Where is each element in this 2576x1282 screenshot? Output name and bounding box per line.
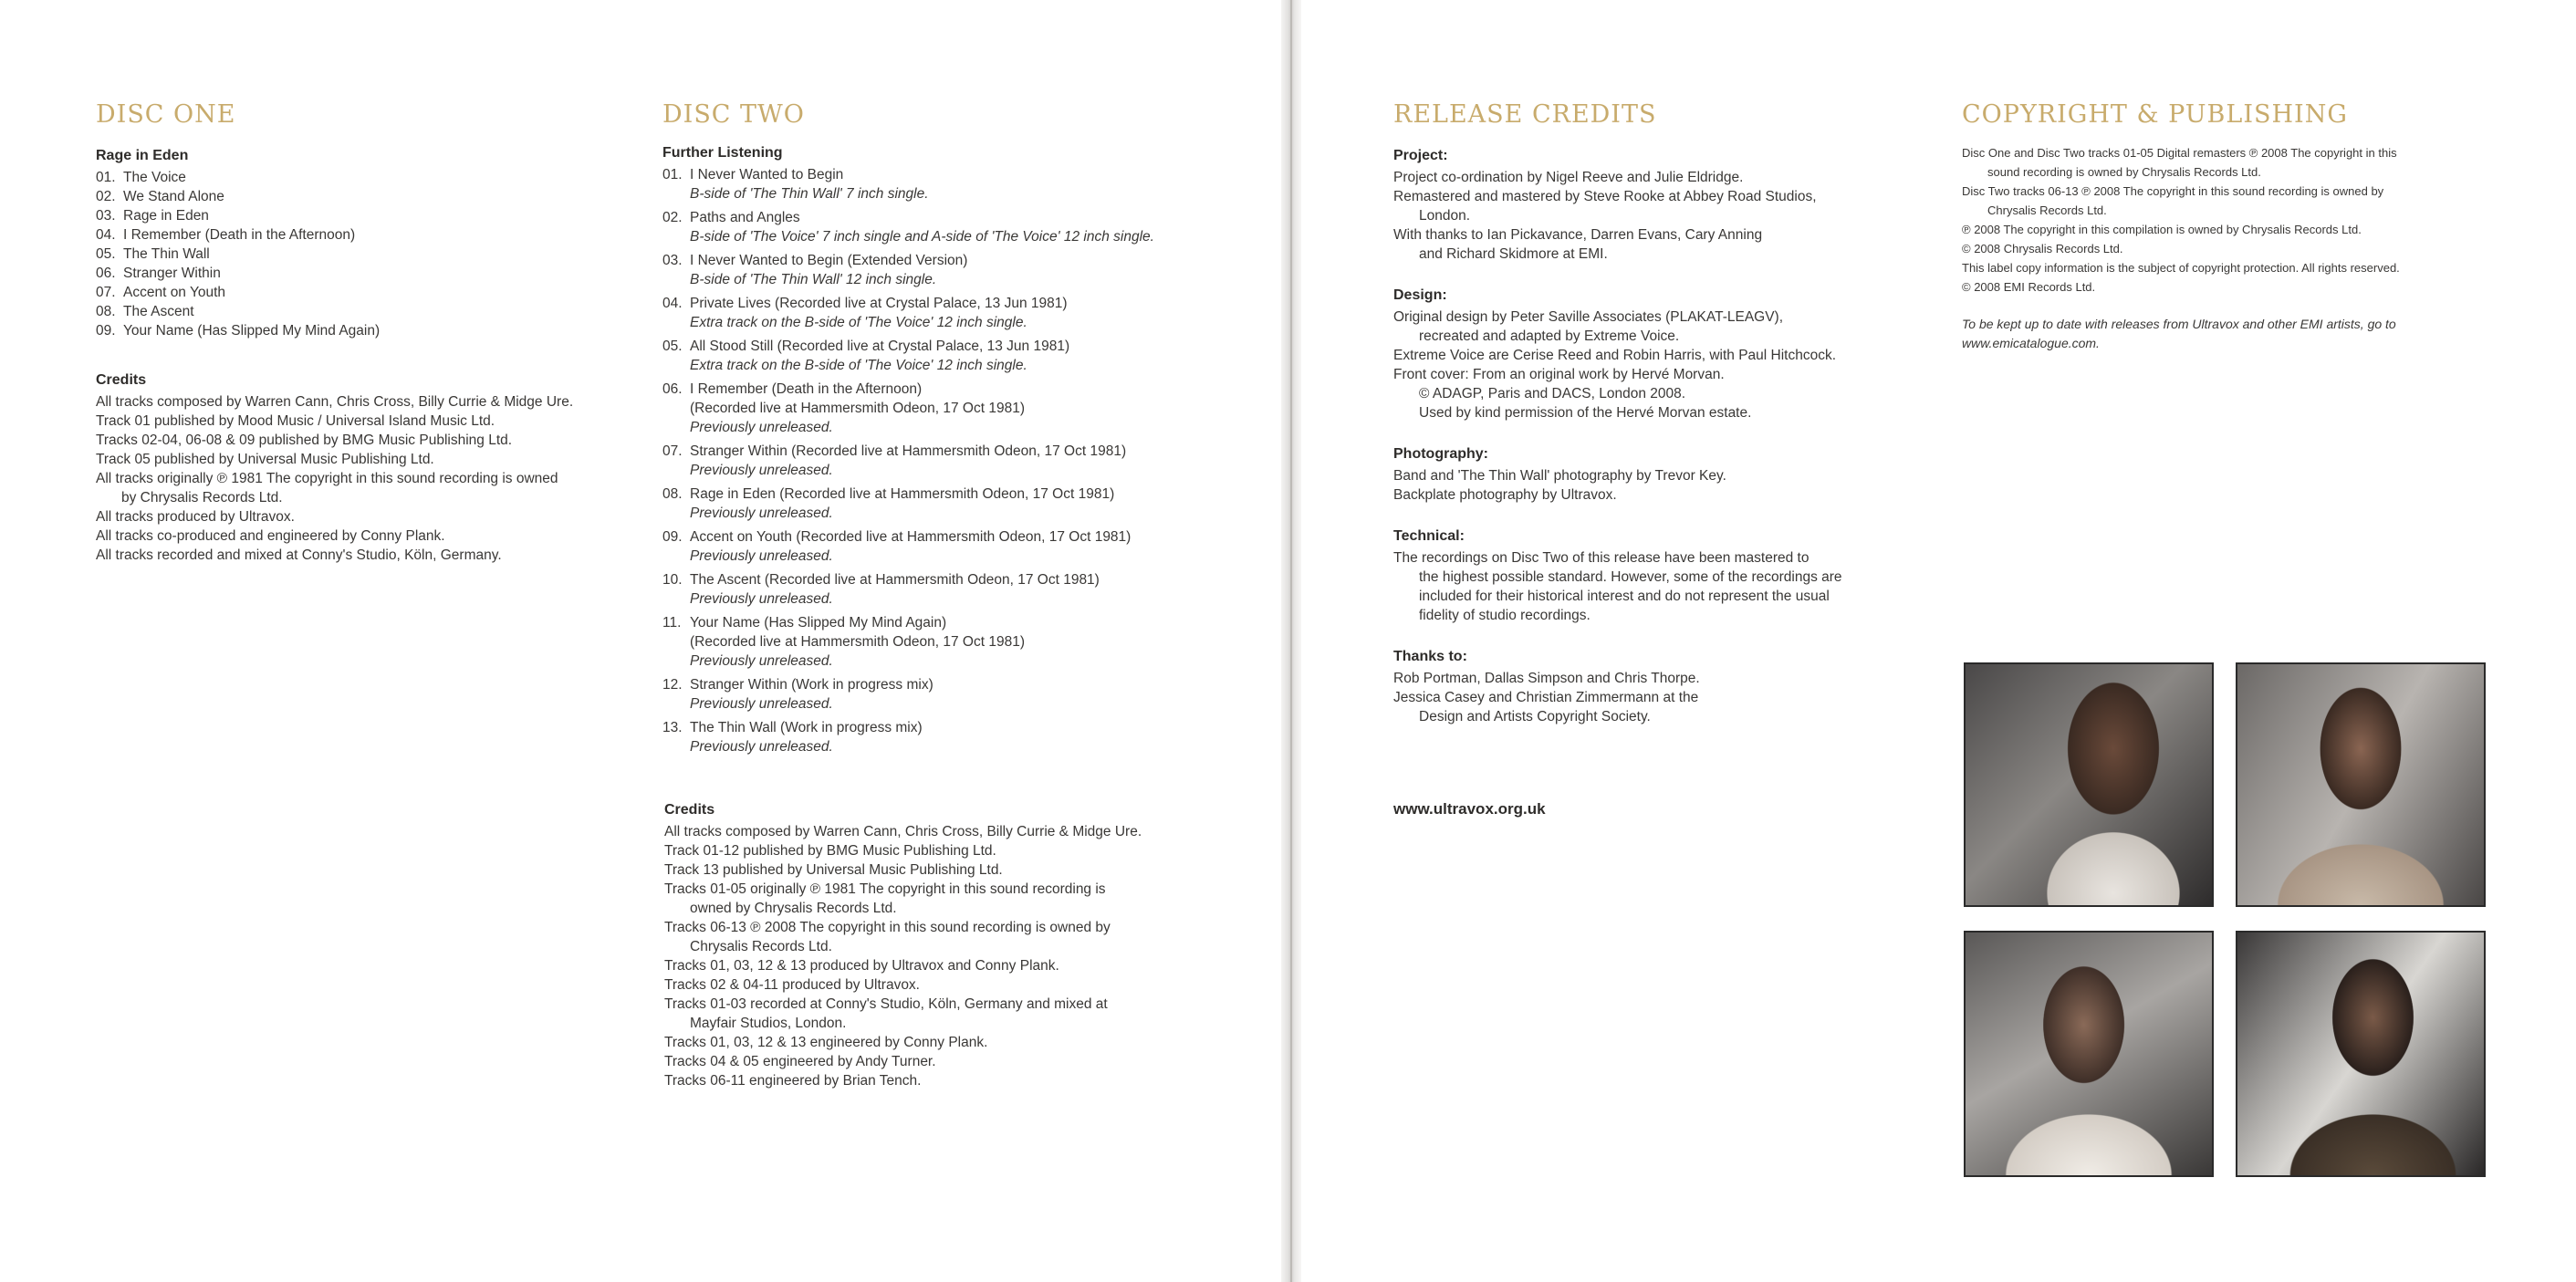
track-number: 01. <box>96 170 116 185</box>
release-credits-heading: RELEASE CREDITS <box>1393 100 1657 129</box>
copyright-lines <box>1962 143 2400 297</box>
track-row <box>662 485 1154 504</box>
credit-line: Tracks 01-05 originally ℗ 1981 The copyright in this sound recording is <box>664 881 1106 897</box>
track-number: 02. <box>662 210 683 225</box>
track-number: 06. <box>96 266 116 281</box>
track-number <box>662 632 690 651</box>
track-title: We Stand Alone <box>123 189 224 204</box>
section-title: Project: <box>1393 148 1448 163</box>
track-title: Private Lives (Recorded live at Crystal Palace, 13 Jun 1981) <box>690 296 1068 311</box>
section-line: Design and Artists Copyright Society. <box>1419 709 1651 724</box>
track-row <box>662 399 1154 418</box>
credit-line: Track 05 published by Universal Music Publishing Ltd. <box>96 452 434 467</box>
release-section <box>1393 444 1842 505</box>
track-row <box>96 321 380 340</box>
credit-line: Tracks 01-03 recorded at Conny's Studio, Köln, Germany and mixed at <box>664 996 1108 1012</box>
track-row <box>662 632 1154 651</box>
copyright-heading <box>1962 100 2348 129</box>
track-title: Stranger Within (Recorded live at Hammersmith Odeon, 17 Oct 1981) <box>690 443 1127 459</box>
track-title: I Never Wanted to Begin (Extended Version) <box>690 253 968 268</box>
track-number: 05. <box>662 339 683 354</box>
copyright-line: Disc One and Disc Two tracks 01-05 Digital remasters ℗ 2008 The copyright in this <box>1962 146 2397 160</box>
section-line: London. <box>1419 208 1471 224</box>
credit-line: All tracks originally ℗ 1981 The copyright in this sound recording is owned <box>96 471 558 486</box>
credit-line: All tracks co-produced and engineered by Conny Plank. <box>96 528 445 544</box>
track-number: 06. <box>662 381 683 397</box>
track-note: Previously unreleased. <box>690 696 833 712</box>
track-entry <box>662 485 1154 523</box>
band-photo-1 <box>1964 662 2214 907</box>
track-note: Extra track on the B-side of 'The Voice' 12 inch single. <box>690 358 1027 373</box>
track-note: Previously unreleased. <box>690 739 833 755</box>
further-listening-heading: Further Listening <box>662 145 783 161</box>
note-line: To be kept up to date with releases from Ultravox and other EMI artists, go to <box>1962 317 2396 331</box>
track-entry <box>662 294 1154 332</box>
section-line: Band and 'The Thin Wall' photography by Trevor Key. <box>1393 468 1726 484</box>
track-note: B-side of 'The Thin Wall' 12 inch single. <box>690 272 937 287</box>
track-number: 07. <box>96 285 116 300</box>
copyright-line: ℗ 2008 The copyright in this compilation is owned by Chrysalis Records Ltd. <box>1962 223 2362 236</box>
section-line: Used by kind permission of the Hervé Morvan estate. <box>1419 405 1752 421</box>
track-number: 04. <box>96 227 116 243</box>
track-row <box>662 337 1154 356</box>
band-photo-3 <box>1964 931 2214 1177</box>
track-row <box>96 168 380 187</box>
track-title: Rage in Eden <box>123 208 209 224</box>
track-title: Stranger Within <box>123 266 221 281</box>
credit-line: Track 01-12 published by BMG Music Publishing Ltd. <box>664 843 996 859</box>
track-row <box>662 718 1154 737</box>
track-number: 08. <box>96 304 116 319</box>
section-line: Project co-ordination by Nigel Reeve and Julie Eldridge. <box>1393 170 1744 185</box>
release-section <box>1393 146 1842 264</box>
credit-line: Chrysalis Records Ltd. <box>690 939 832 954</box>
track-row <box>662 165 1154 184</box>
section-line: © ADAGP, Paris and DACS, London 2008. <box>1419 386 1686 401</box>
track-number: 02. <box>96 189 116 204</box>
copyright-heading-text: COPYRIGHT & PUBLISHING <box>1962 100 2348 129</box>
track-note: B-side of 'The Thin Wall' 7 inch single. <box>690 186 929 202</box>
track-note: Previously unreleased. <box>690 420 833 435</box>
section-line: and Richard Skidmore at EMI. <box>1419 246 1608 262</box>
track-entry <box>662 613 1154 671</box>
credit-line: owned by Chrysalis Records Ltd. <box>690 901 897 916</box>
track-title: Your Name (Has Slipped My Mind Again) <box>123 323 381 339</box>
track-title: All Stood Still (Recorded live at Crystal Palace, 13 Jun 1981) <box>690 339 1070 354</box>
track-row <box>96 225 380 245</box>
track-title: The Thin Wall (Work in progress mix) <box>690 720 923 735</box>
track-row <box>662 613 1154 632</box>
disc-two-tracklist <box>662 143 1154 761</box>
track-row <box>662 675 1154 694</box>
copyright-line: sound recording is owned by Chrysalis Records Ltd. <box>1987 165 2261 179</box>
track-note: B-side of 'The Voice' 7 inch single and A-side of 'The Voice' 12 inch single. <box>690 229 1154 245</box>
credit-line: Tracks 01, 03, 12 & 13 produced by Ultravox and Conny Plank. <box>664 958 1059 974</box>
track-number: 08. <box>662 486 683 502</box>
track-title: (Recorded live at Hammersmith Odeon, 17 Oct 1981) <box>690 401 1025 416</box>
credit-line: Tracks 02-04, 06-08 & 09 published by BMG Music Publishing Ltd. <box>96 433 513 448</box>
credit-line: Tracks 01, 03, 12 & 13 engineered by Conny Plank. <box>664 1035 988 1050</box>
credits-heading: Credits <box>96 372 147 388</box>
copyright-note <box>1962 315 2396 353</box>
credit-line: Mayfair Studios, London. <box>690 1016 847 1031</box>
track-title: Your Name (Has Slipped My Mind Again) <box>690 615 947 631</box>
section-line: fidelity of studio recordings. <box>1419 608 1590 623</box>
section-title: Photography: <box>1393 446 1488 462</box>
track-title: The Thin Wall <box>123 246 210 262</box>
disc-two-heading: DISC TWO <box>662 100 805 129</box>
track-row <box>662 570 1154 589</box>
credit-line: All tracks recorded and mixed at Conny's Studio, Köln, Germany. <box>96 547 502 563</box>
track-number <box>662 399 690 418</box>
section-line: Jessica Casey and Christian Zimmermann at the <box>1393 690 1699 705</box>
section-title: Technical: <box>1393 528 1465 544</box>
track-entry <box>662 570 1154 609</box>
track-number: 13. <box>662 720 683 735</box>
section-line: Extreme Voice are Cerise Reed and Robin Harris, with Paul Hitchcock. <box>1393 348 1837 363</box>
track-entry <box>662 675 1154 714</box>
track-entry <box>662 251 1154 289</box>
track-title: I Never Wanted to Begin <box>690 167 844 182</box>
track-entry <box>662 527 1154 566</box>
track-title: Stranger Within (Work in progress mix) <box>690 677 933 693</box>
copyright-line: Chrysalis Records Ltd. <box>1987 203 2107 217</box>
section-title: Thanks to: <box>1393 649 1467 664</box>
track-row <box>96 264 380 283</box>
credit-line: Tracks 04 & 05 engineered by Andy Turner. <box>664 1054 936 1069</box>
section-line: the highest possible standard. However, some of the recordings are <box>1419 569 1842 585</box>
credit-line: Tracks 02 & 04-11 produced by Ultravox. <box>664 977 920 993</box>
track-title: (Recorded live at Hammersmith Odeon, 17 Oct 1981) <box>690 634 1025 650</box>
track-entry <box>662 380 1154 437</box>
track-number: 09. <box>96 323 116 339</box>
track-number: 07. <box>662 443 683 459</box>
credit-line: Track 01 published by Mood Music / Universal Island Music Ltd. <box>96 413 495 429</box>
booklet-fold <box>1290 0 1292 1282</box>
disc-one-heading: DISC ONE <box>96 100 236 129</box>
credits-heading: Credits <box>664 802 715 818</box>
track-note: Previously unreleased. <box>690 591 833 607</box>
track-note: Extra track on the B-side of 'The Voice' 12 inch single. <box>690 315 1027 330</box>
track-title: The Ascent (Recorded live at Hammersmith Odeon, 17 Oct 1981) <box>690 572 1100 588</box>
credit-line: All tracks produced by Ultravox. <box>96 509 295 525</box>
track-title: The Voice <box>123 170 186 185</box>
track-row <box>662 208 1154 227</box>
track-title: I Remember (Death in the Afternoon) <box>690 381 923 397</box>
track-number: 03. <box>662 253 683 268</box>
credit-line: All tracks composed by Warren Cann, Chris Cross, Billy Currie & Midge Ure. <box>664 824 1142 839</box>
credit-line: All tracks composed by Warren Cann, Chris Cross, Billy Currie & Midge Ure. <box>96 394 574 410</box>
track-number: 04. <box>662 296 683 311</box>
track-note: Previously unreleased. <box>690 548 833 564</box>
track-row <box>662 294 1154 313</box>
track-note: Previously unreleased. <box>690 653 833 669</box>
credit-line: Tracks 06-11 engineered by Brian Tench. <box>664 1073 922 1089</box>
track-number: 10. <box>662 572 683 588</box>
track-entry <box>662 165 1154 203</box>
section-line: Front cover: From an original work by Hervé Morvan. <box>1393 367 1725 382</box>
section-title: Design: <box>1393 287 1447 303</box>
section-line: Remastered and mastered by Steve Rooke at Abbey Road Studios, <box>1393 189 1817 204</box>
section-line: Rob Portman, Dallas Simpson and Chris Thorpe. <box>1393 671 1700 686</box>
section-line: Original design by Peter Saville Associates (PLAKAT-LEAGV), <box>1393 309 1784 325</box>
track-title: The Ascent <box>123 304 194 319</box>
note-line: www.emicatalogue.com. <box>1962 336 2100 350</box>
band-photo-2 <box>2236 662 2486 907</box>
track-number: 03. <box>96 208 116 224</box>
band-photo-4 <box>2236 931 2486 1177</box>
track-number: 05. <box>96 246 116 262</box>
track-row <box>96 302 380 321</box>
disc-one-credits <box>96 370 573 565</box>
track-number: 01. <box>662 167 683 182</box>
track-title: I Remember (Death in the Afternoon) <box>123 227 356 243</box>
credit-line: Tracks 06-13 ℗ 2008 The copyright in this sound recording is owned by <box>664 920 1111 935</box>
track-row <box>662 527 1154 547</box>
section-line: The recordings on Disc Two of this release have been mastered to <box>1393 550 1809 566</box>
section-line: recreated and adapted by Extreme Voice. <box>1419 328 1680 344</box>
section-line: Backplate photography by Ultravox. <box>1393 487 1617 503</box>
disc-one-tracklist <box>96 146 380 340</box>
track-title: Accent on Youth <box>123 285 226 300</box>
track-entry <box>662 337 1154 375</box>
track-number: 09. <box>662 529 683 545</box>
album-title: Rage in Eden <box>96 148 189 163</box>
release-section <box>1393 526 1842 625</box>
track-entry <box>662 442 1154 480</box>
copyright-line: © 2008 EMI Records Ltd. <box>1962 280 2096 294</box>
track-row <box>662 251 1154 270</box>
disc-two-credits <box>664 800 1142 1090</box>
track-note: Previously unreleased. <box>690 463 833 478</box>
track-row <box>662 380 1154 399</box>
track-entry <box>662 718 1154 756</box>
release-section <box>1393 286 1842 422</box>
section-line: included for their historical interest and do not represent the usual <box>1419 589 1830 604</box>
track-row <box>96 187 380 206</box>
track-title: Rage in Eden (Recorded live at Hammersmith Odeon, 17 Oct 1981) <box>690 486 1115 502</box>
track-entry <box>662 208 1154 246</box>
track-number: 12. <box>662 677 683 693</box>
copyright-line: © 2008 Chrysalis Records Ltd. <box>1962 242 2123 255</box>
track-title: Accent on Youth (Recorded live at Hammersmith Odeon, 17 Oct 1981) <box>690 529 1132 545</box>
release-credits-sections <box>1393 146 1842 748</box>
track-number: 11. <box>662 615 682 631</box>
track-row <box>96 245 380 264</box>
track-row <box>96 283 380 302</box>
copyright-line: Disc Two tracks 06-13 ℗ 2008 The copyright in this sound recording is owned by <box>1962 184 2384 198</box>
track-row <box>96 206 380 225</box>
track-row <box>662 442 1154 461</box>
release-section <box>1393 647 1842 726</box>
copyright-line: This label copy information is the subject of copyright protection. All rights reserved. <box>1962 261 2400 275</box>
website-link[interactable]: www.ultravox.org.uk <box>1393 800 1546 818</box>
credit-line: by Chrysalis Records Ltd. <box>121 490 283 506</box>
credit-line: Track 13 published by Universal Music Publishing Ltd. <box>664 862 1003 878</box>
track-note: Previously unreleased. <box>690 506 833 521</box>
section-line: With thanks to Ian Pickavance, Darren Evans, Cary Anning <box>1393 227 1763 243</box>
track-title: Paths and Angles <box>690 210 800 225</box>
